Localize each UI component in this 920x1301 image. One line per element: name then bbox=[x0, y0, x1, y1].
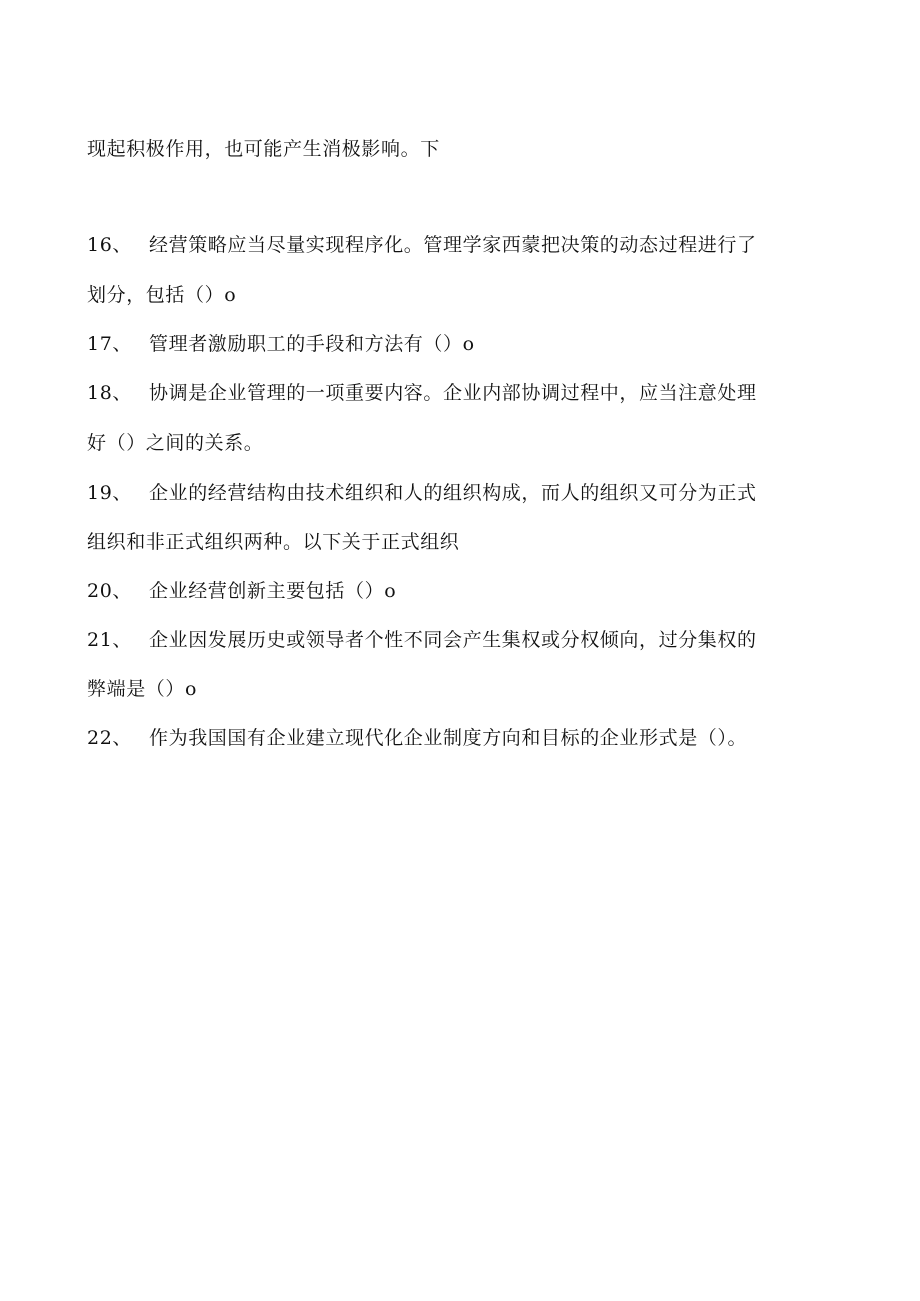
intro-fragment: 现起积极作用，也可能产生消极影响。下 bbox=[87, 138, 440, 160]
question-21-line2: 弊端是（）o bbox=[87, 678, 198, 700]
question-19-line1 bbox=[87, 481, 757, 505]
question-text: 作为我国国有企业建立现代化企业制度方向和目标的企业形式是（）。 bbox=[149, 727, 748, 749]
question-16-line2: 划分，包括（）o bbox=[87, 284, 237, 306]
question-number: 20、 bbox=[87, 580, 132, 602]
question-text: 管理者激励职工的手段和方法有（）o bbox=[149, 333, 475, 355]
question-number: 21、 bbox=[87, 629, 132, 651]
question-20-line1 bbox=[87, 579, 396, 603]
question-text: 企业的经营结构由技术组织和人的组织构成，而人的组织又可分为正式 bbox=[149, 482, 757, 504]
question-text: 协调是企业管理的一项重要内容。企业内部协调过程中，应当注意处理 bbox=[149, 382, 757, 404]
question-16-line1 bbox=[87, 233, 757, 257]
question-text: 企业因发展历史或领导者个性不同会产生集权或分权倾向，过分集权的 bbox=[149, 629, 757, 651]
question-number: 17、 bbox=[87, 333, 132, 355]
question-number: 22、 bbox=[87, 727, 132, 749]
question-22-line1 bbox=[87, 726, 747, 750]
question-number: 19、 bbox=[87, 482, 132, 504]
question-18-line1 bbox=[87, 381, 757, 405]
question-19-line2: 组织和非正式组织两种。以下关于正式组织 bbox=[87, 531, 460, 553]
question-number: 18、 bbox=[87, 382, 132, 404]
question-18-line2: 好（）之间的关系。 bbox=[87, 432, 264, 454]
question-21-line1 bbox=[87, 628, 757, 652]
question-number: 16、 bbox=[87, 234, 132, 256]
question-text: 经营策略应当尽量实现程序化。管理学家西蒙把决策的动态过程进行了 bbox=[149, 234, 757, 256]
question-text: 企业经营创新主要包括（）o bbox=[149, 580, 397, 602]
question-17-line1 bbox=[87, 332, 475, 356]
